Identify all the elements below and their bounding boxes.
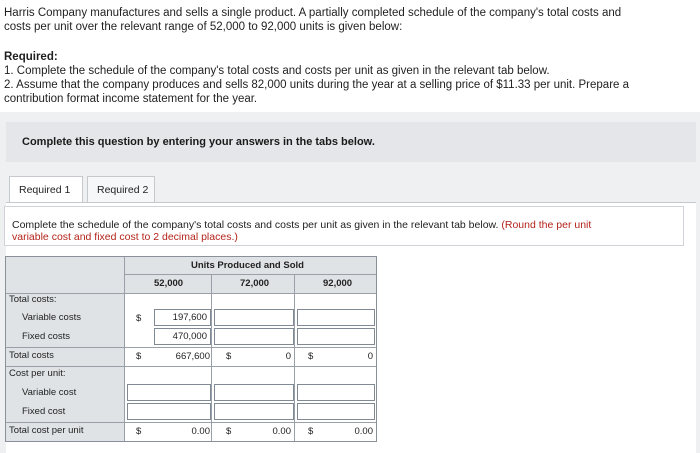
problem-intro-line1: Harris Company manufactures and sells a single product. A partially completed schedule of the company's total costs and <box>4 7 622 19</box>
grid-line <box>6 293 376 294</box>
required-item-1: 1. Complete the schedule of the company's total costs and costs per unit as given in the relevant tab below. <box>4 65 550 77</box>
fixed-costs-72000-input[interactable] <box>214 328 294 345</box>
variable-costs-92000-input[interactable] <box>297 309 375 326</box>
grid-line <box>6 366 376 367</box>
fixed-cost-per-unit-92000-input[interactable] <box>297 403 375 420</box>
currency-symbol: $ <box>136 313 142 324</box>
currency-symbol: $ <box>136 426 142 437</box>
tab-required-2[interactable]: Required 2 <box>87 176 155 202</box>
currency-symbol: $ <box>136 351 142 362</box>
required-item-2-line1: 2. Assume that the company produces and sells 82,000 units during the year at a selling price of $11.33 per unit. Prepare a <box>4 79 630 91</box>
problem-intro-line2: costs per unit over the relevant range of 52,000 to 92,000 units is given below: <box>4 21 403 33</box>
tab-required-1[interactable]: Required 1 <box>9 176 83 202</box>
row-label-fixed-costs: Fixed costs <box>22 331 71 342</box>
variable-costs-72000-input[interactable] <box>214 309 294 326</box>
fixed-cost-per-unit-52000-input[interactable] <box>127 403 211 420</box>
variable-costs-52000-input[interactable]: 197,600 <box>154 309 211 326</box>
problem-statement <box>4 6 694 34</box>
variable-cost-per-unit-92000-input[interactable] <box>297 384 375 401</box>
total-cost-per-unit-52000-value: 0.00 <box>191 426 210 437</box>
row-label-variable-cost: Variable cost <box>22 387 77 398</box>
variable-cost-per-unit-52000-input[interactable] <box>127 384 211 401</box>
total-costs-72000-value: 0 <box>285 351 291 362</box>
currency-symbol: $ <box>308 426 314 437</box>
currency-symbol: $ <box>308 351 314 362</box>
row-label-total-cost-per-unit: Total cost per unit <box>9 425 84 436</box>
column-header-52000: 52,000 <box>154 278 184 289</box>
grid-line <box>6 422 376 423</box>
variable-cost-per-unit-72000-input[interactable] <box>214 384 294 401</box>
currency-symbol: $ <box>226 426 232 437</box>
row-label-total-costs-heading: Total costs: <box>9 294 57 305</box>
fixed-cost-per-unit-72000-input[interactable] <box>214 403 294 420</box>
required-title: Required: <box>4 51 58 63</box>
grid-line <box>124 274 376 275</box>
row-label-fixed-cost: Fixed cost <box>22 406 66 417</box>
total-cost-per-unit-72000-value: 0.00 <box>272 426 291 437</box>
instruction-rounding-note-line2: variable cost and fixed cost to 2 decimal places.) <box>12 231 238 243</box>
required-section <box>4 50 694 106</box>
grid-line <box>124 257 125 441</box>
fixed-costs-52000-input[interactable]: 470,000 <box>154 328 211 345</box>
instruction-banner-text: Complete this question by entering your answers in the tabs below. <box>22 136 375 148</box>
row-label-cost-per-unit-heading: Cost per unit: <box>9 368 66 379</box>
required-item-2-line2: contribution format income statement for the year. <box>4 93 258 105</box>
grid-line <box>6 347 376 348</box>
row-label-variable-costs: Variable costs <box>22 312 81 323</box>
column-header-72000: 72,000 <box>240 278 270 289</box>
column-group-header: Units Produced and Sold <box>191 260 304 271</box>
column-header-92000: 92,000 <box>323 278 353 289</box>
total-cost-per-unit-92000-value: 0.00 <box>354 426 373 437</box>
tab-instruction-text <box>12 219 682 243</box>
instruction-main: Complete the schedule of the company's total costs and costs per unit as given in the relevant tab below. <box>12 219 499 231</box>
currency-symbol: $ <box>226 351 232 362</box>
row-label-total-costs: Total costs <box>9 350 54 361</box>
total-costs-92000-value: 0 <box>367 351 373 362</box>
cost-schedule-table <box>5 256 377 442</box>
instruction-rounding-note: (Round the per unit <box>501 219 592 231</box>
total-costs-52000-value: 667,600 <box>175 351 210 362</box>
fixed-costs-92000-input[interactable] <box>297 328 375 345</box>
instruction-banner <box>6 122 696 162</box>
grid-line <box>211 274 212 441</box>
grid-line <box>294 274 295 441</box>
